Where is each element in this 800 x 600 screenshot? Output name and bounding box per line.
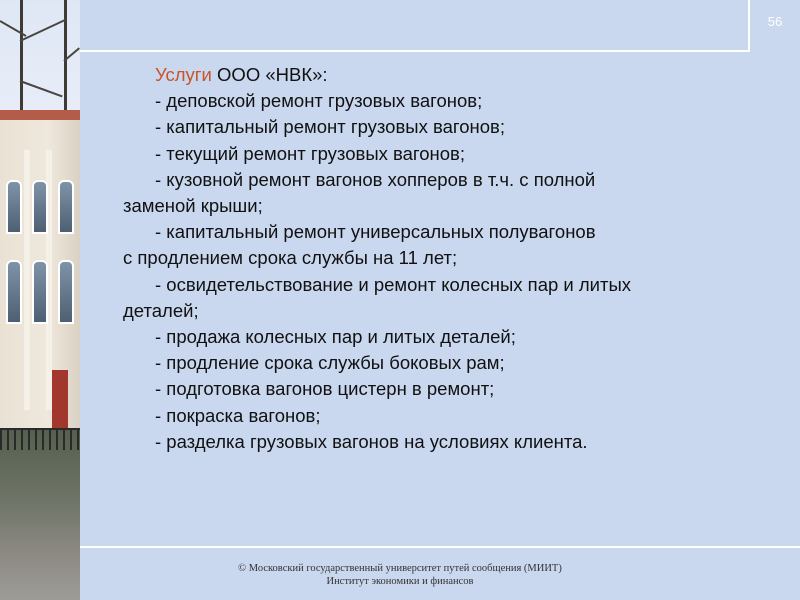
page-number: 56 bbox=[767, 14, 783, 29]
services-heading bbox=[123, 62, 743, 88]
list-item: - кузовной ремонт вагонов хопперов в т.ч. с полной bbox=[155, 168, 596, 190]
list-item: - текущий ремонт грузовых вагонов; bbox=[155, 142, 466, 164]
top-rule bbox=[80, 50, 750, 52]
footer bbox=[80, 562, 720, 588]
footer-university: © Московский государственный университет путей сообщения (МИИТ) bbox=[238, 563, 562, 574]
list-item: - покраска вагонов; bbox=[155, 404, 321, 426]
heading-accent: Услуги bbox=[155, 64, 212, 85]
services-list bbox=[123, 62, 743, 455]
list-item: - подготовка вагонов цистерн в ремонт; bbox=[155, 378, 495, 400]
list-item: - продажа колесных пар и литых деталей; bbox=[155, 326, 516, 348]
list-item: - освидетельствование и ремонт колесных пар и литых bbox=[155, 273, 632, 295]
footer-institute: Институт экономики и финансов bbox=[326, 576, 474, 587]
list-item: - капитальный ремонт грузовых вагонов; bbox=[155, 116, 506, 138]
list-item: - разделка грузовых вагонов на условиях клиента. bbox=[155, 430, 588, 452]
building-photo bbox=[0, 0, 80, 600]
bottom-rule bbox=[80, 546, 800, 548]
list-item: - капитальный ремонт универсальных полувагонов bbox=[155, 221, 596, 243]
list-item: - деповской ремонт грузовых вагонов; bbox=[155, 90, 483, 112]
heading-rest: ООО «НВК»: bbox=[211, 64, 328, 85]
list-item-continuation: деталей; bbox=[123, 299, 199, 321]
list-item-continuation: заменой крыши; bbox=[123, 195, 263, 217]
list-item: - продление срока службы боковых рам; bbox=[155, 352, 505, 374]
list-item-continuation: с продлением срока службы на 11 лет; bbox=[123, 247, 458, 269]
